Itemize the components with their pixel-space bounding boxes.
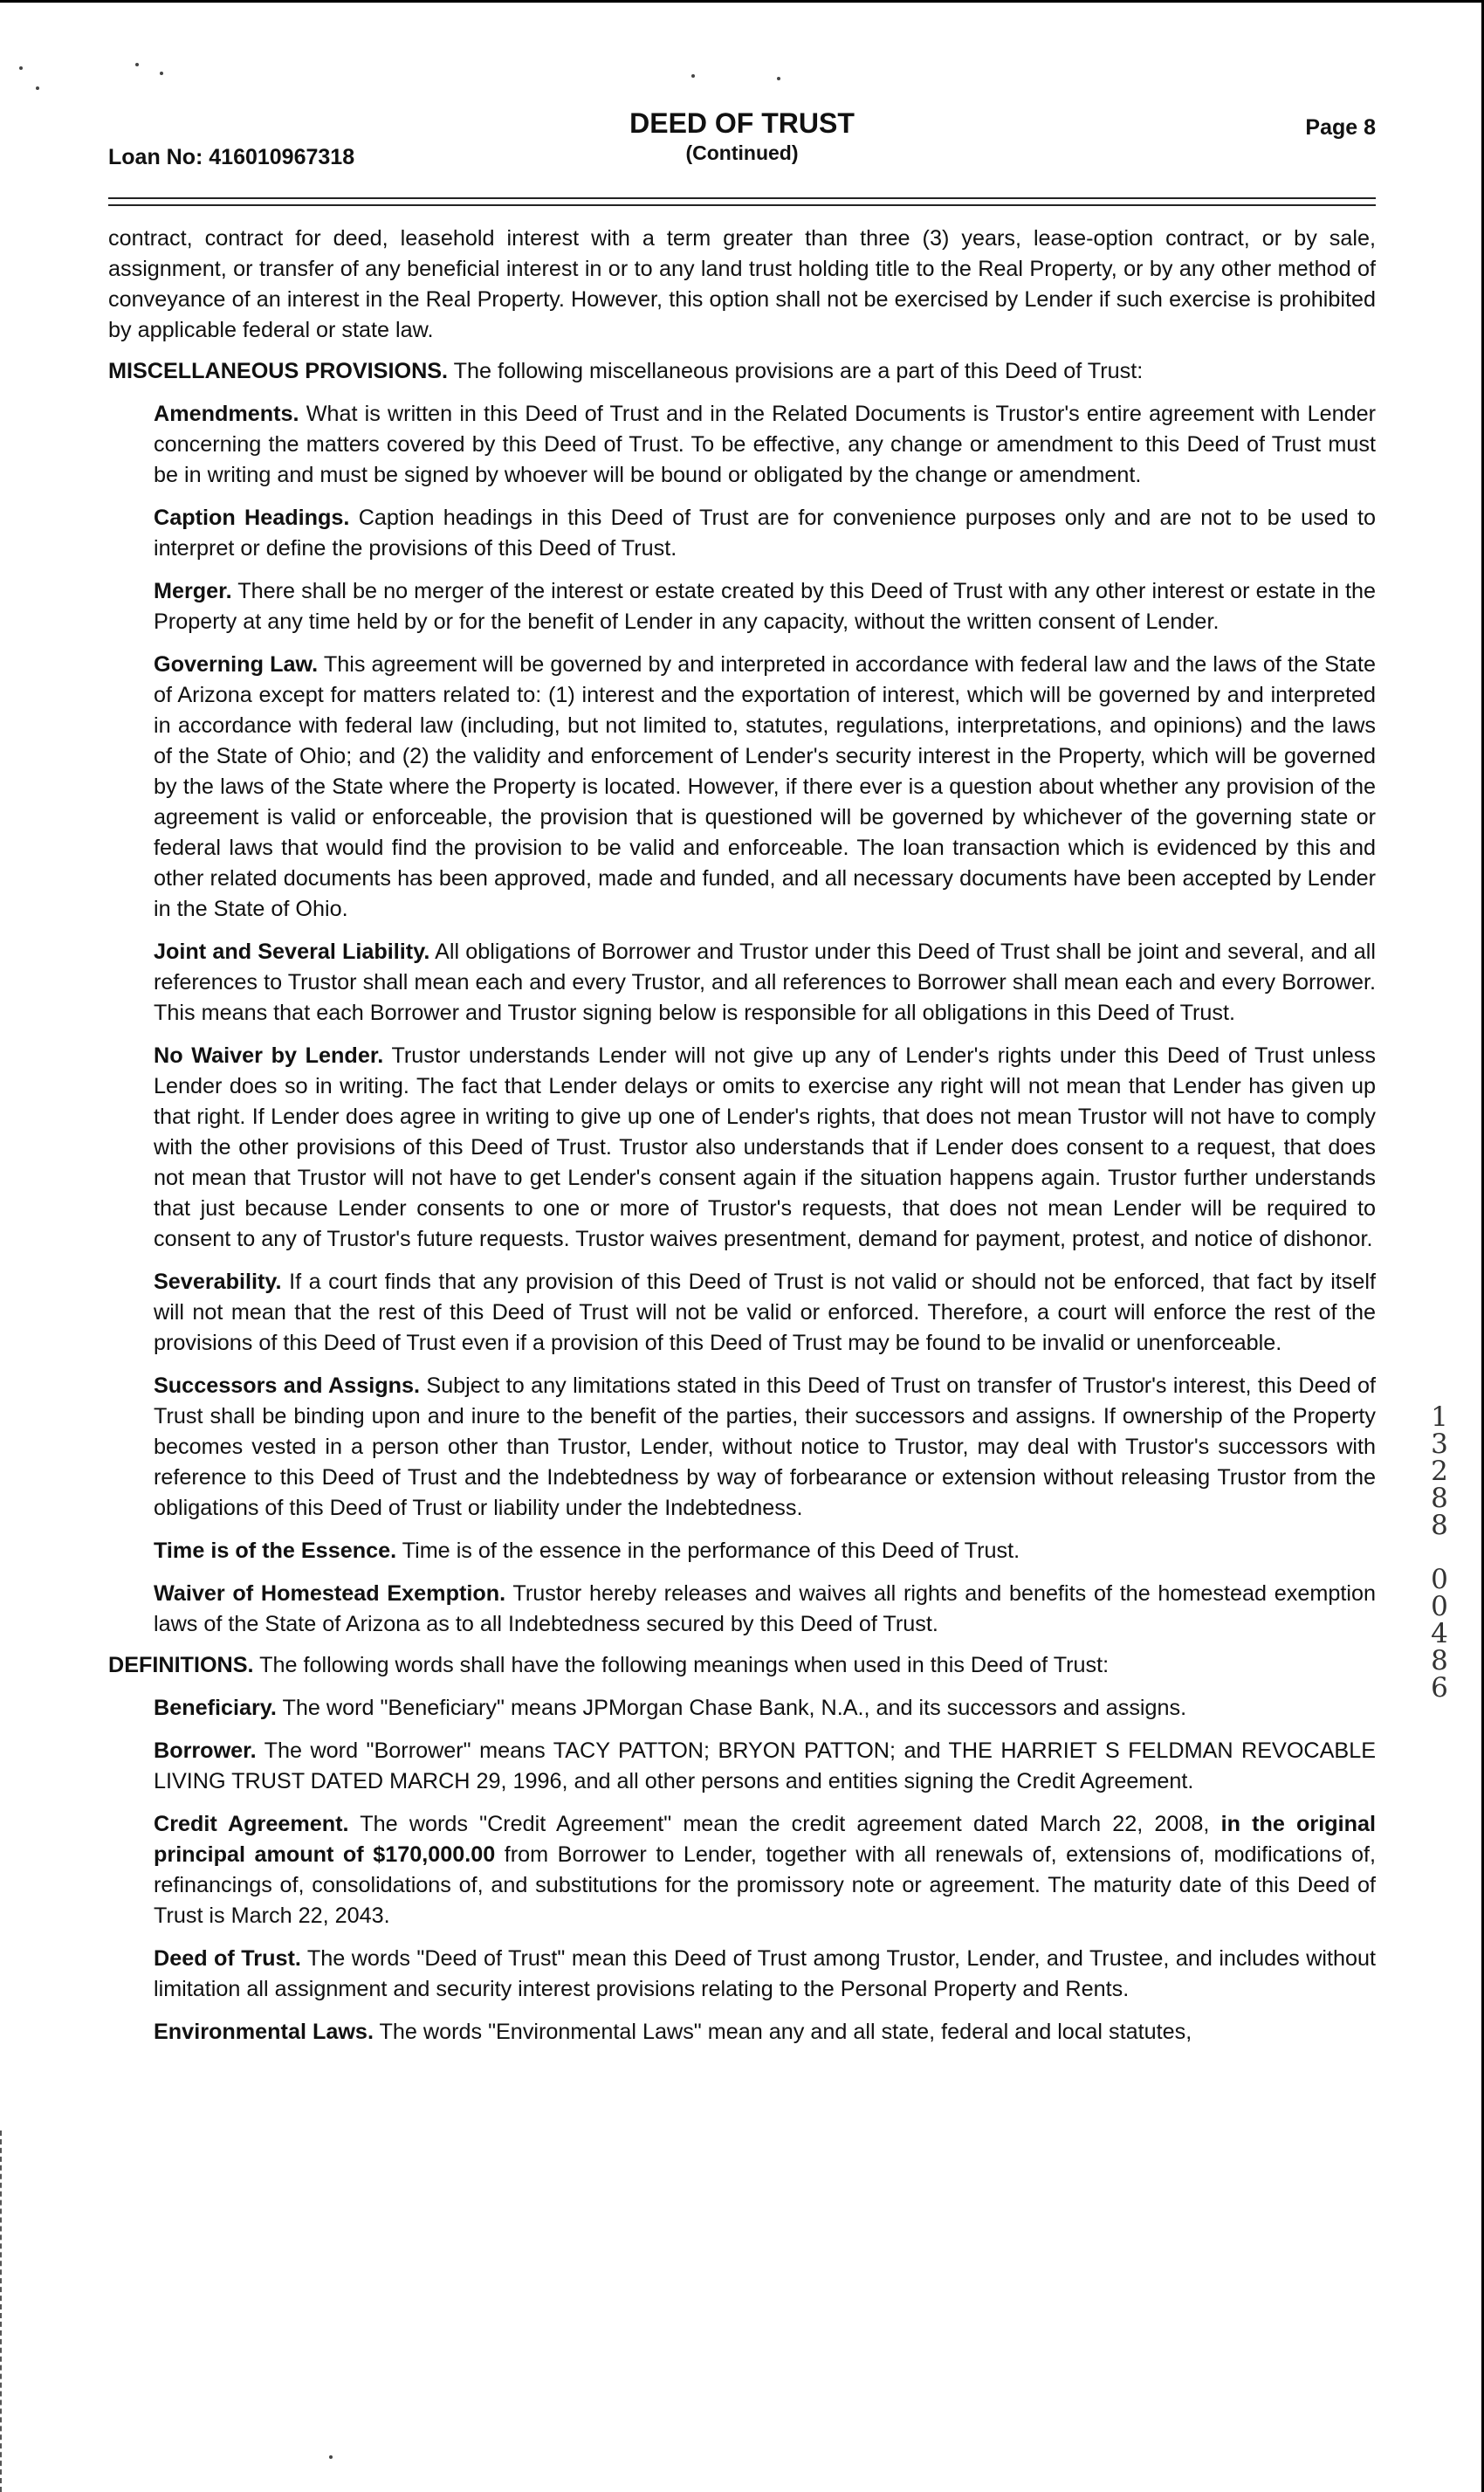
- scan-speck: [19, 66, 23, 70]
- stamp-digit: 0: [1431, 1591, 1448, 1622]
- provision-text: Subject to any limitations stated in this Deed of Trust on transfer of Trustor's interest, this Deed of Trust shall be binding upon and inure to the benefit of the parties, their successors and assigns. If ownership of the Property becomes vested in a person other than Trustor, Lender, without notice to Trustor, may deal with Trustor's successors with reference to this Deed of Trust and the Indebtedness by way of forbearance or extension without releasing Trustor from the obligations of this Deed of Trust or liability under the Indebtedness.: [154, 1373, 1377, 1520]
- provision-text: There shall be no merger of the interest or estate created by this Deed of Trust with any other interest or estate in the Property at any time held by or for the benefit of Lender in any capacity, without the written consent of Lender.: [154, 579, 1376, 634]
- page-header: [108, 107, 1376, 176]
- section-heading: MISCELLANEOUS PROVISIONS.: [108, 359, 449, 383]
- stamp-digit: 8: [1431, 1645, 1448, 1676]
- provision-successors-assigns: [154, 1371, 1376, 1524]
- scan-left-edge-marks: [0, 2131, 3, 2492]
- stamp-digit: 1: [1431, 1401, 1448, 1433]
- provision-title: Governing Law.: [154, 652, 319, 677]
- stamp-gap: [1425, 1539, 1454, 1566]
- stamp-digit: 8: [1431, 1483, 1448, 1514]
- document-title: DEED OF TRUST: [629, 107, 855, 139]
- provision-text: Trustor hereby releases and waives all rights and benefits of the homestead exemption laws of the State of Arizona as to all Indebtedness secured by this Deed of Trust.: [154, 1581, 1376, 1636]
- section-heading: DEFINITIONS.: [108, 1653, 254, 1677]
- intro-paragraph: contract, contract for deed, leasehold interest with a term greater than three (3) years, lease-option contract, or by sale, assignment, or transfer of any beneficial interest in or to any land trust holding title to the Real Property, or by any other method of conveyance of an interest in the Real Property. However, this option shall not be exercised by Lender if such exercise is prohibited by applicable federal or state law.: [108, 226, 1376, 342]
- definition-deed-of-trust: [154, 1944, 1376, 2005]
- scan-speck: [691, 74, 695, 78]
- definition-text: The word "Beneficiary" means JPMorgan Chase Bank, N.A., and its successors and assigns.: [282, 1696, 1187, 1720]
- scan-speck: [135, 63, 139, 66]
- recording-stamp: [1425, 1401, 1454, 1704]
- definition-text: The words "Deed of Trust" mean this Deed of Trust among Trustor, Lender, and Trustee, and includes without limitation all assignment and security interest provisions relating to the Personal Property and Rents.: [154, 1946, 1377, 2001]
- document-body: [108, 224, 1376, 2048]
- definition-term: Borrower.: [154, 1738, 257, 1763]
- provision-text: All obligations of Borrower and Trustor under this Deed of Trust shall be joint and several, and all references to Trustor shall mean each and every Trustor, and all references to Borrower shall mean each and every Borrower. This means that each Borrower and Trustor signing below is responsible for all obligations in this Deed of Trust.: [154, 940, 1376, 1025]
- provision-text: Caption headings in this Deed of Trust are for convenience purposes only and are not to be used to interpret or define the provisions of this Deed of Trust.: [154, 506, 1376, 561]
- scan-top-edge: [0, 0, 1484, 3]
- scan-speck: [329, 2455, 333, 2459]
- provision-title: Caption Headings.: [154, 506, 350, 530]
- provision-title: Time is of the Essence.: [154, 1539, 397, 1563]
- definition-credit-agreement: [154, 1809, 1376, 1931]
- scan-speck: [160, 72, 163, 75]
- stamp-digit: 4: [1431, 1618, 1448, 1649]
- section-intro: The following words shall have the following meanings when used in this Deed of Trust:: [259, 1653, 1110, 1677]
- stamp-digit: 2: [1431, 1456, 1448, 1487]
- definition-beneficiary: [154, 1693, 1376, 1724]
- stamp-digit: 8: [1431, 1510, 1448, 1541]
- definition-text: The words "Credit Agreement" mean the credit agreement dated March 22, 2008,: [360, 1812, 1210, 1836]
- provision-text: What is written in this Deed of Trust and in the Related Documents is Trustor's entire agreement with Lender concerning the matters covered by this Deed of Trust. To be effective, any change or amendment to this Deed of Trust must be in writing and must be signed by whoever will be bound or obligated by the change or amendment.: [154, 402, 1376, 487]
- loan-number: Loan No: 416010967318: [108, 145, 355, 169]
- provision-no-waiver: [154, 1041, 1376, 1255]
- provision-caption-headings: [154, 503, 1376, 564]
- header-divider-bottom: [108, 204, 1376, 206]
- page-number: Page 8: [1305, 115, 1376, 140]
- provision-amendments: [154, 399, 1376, 491]
- definition-term: Credit Agreement.: [154, 1812, 349, 1836]
- section-definitions: [108, 1650, 1376, 1681]
- definition-borrower: [154, 1736, 1376, 1797]
- definition-text-continued: from Borrower to Lender, together with all renewals of, extensions of, modifications of, refinancings of, consolidations of, and substitutions for the promissory note or agreement. The maturity date of this Deed of Trust is March 22, 2043.: [154, 1842, 1376, 1928]
- provision-title: No Waiver by Lender.: [154, 1043, 384, 1068]
- definition-environmental-laws: [154, 2017, 1376, 2048]
- document-subtitle: (Continued): [685, 141, 799, 164]
- section-intro: The following miscellaneous provisions are a part of this Deed of Trust:: [453, 359, 1144, 383]
- provision-text: Time is of the essence in the performance of this Deed of Trust.: [402, 1539, 1020, 1563]
- provision-title: Amendments.: [154, 402, 299, 426]
- stamp-digit: 0: [1431, 1564, 1448, 1595]
- provision-title: Merger.: [154, 579, 232, 603]
- scan-speck: [36, 86, 39, 90]
- provision-joint-several-liability: [154, 937, 1376, 1029]
- header-divider-top: [108, 197, 1376, 199]
- stamp-digit: 6: [1431, 1672, 1448, 1704]
- principal-amount-text: in the original principal amount of $170,000.00: [154, 1812, 1377, 1867]
- provision-homestead-waiver: [154, 1579, 1376, 1640]
- provision-text: Trustor understands Lender will not give up any of Lender's rights under this Deed of Trust unless Lender does so in writing. The fact that Lender delays or omits to exercise any right will not mean that Lender has given up that right. If Lender does agree in writing to give up one of Lender's rights, that does not mean Trustor will not have to comply with the other provisions of this Deed of Trust. Trustor also understands that if Lender does consent to a request, that does not mean that Trustor will not have to get Lender's consent again if the situation happens again. Trustor further understands that just because Lender consents to one or more of Trustor's requests, that does not mean Lender will be required to consent to any of Trustor's future requests. Trustor waives presentment, demand for payment, protest, and notice of dishonor.: [154, 1043, 1376, 1251]
- provision-severability: [154, 1267, 1376, 1359]
- provision-text: If a court finds that any provision of this Deed of Trust is not valid or should not be enforced, that fact by itself will not mean that the rest of this Deed of Trust will not be valid or enforced. Therefore, a court will enforce the rest of the provisions of this Deed of Trust even if a provision of this Deed of Trust may be found to be invalid or unenforceable.: [154, 1270, 1376, 1355]
- definition-term: Beneficiary.: [154, 1696, 277, 1720]
- definition-text: The word "Borrower" means TACY PATTON; BRYON PATTON; and THE HARRIET S FELDMAN REVOCABLE LIVING TRUST DATED MARCH 29, 1996, and all other persons and entities signing the Credit Agreement.: [154, 1738, 1377, 1793]
- stamp-digit: 3: [1431, 1428, 1448, 1460]
- section-miscellaneous: [108, 356, 1376, 387]
- title-block: [108, 107, 1376, 166]
- provision-title: Successors and Assigns.: [154, 1373, 420, 1398]
- definition-term: Environmental Laws.: [154, 2020, 374, 2044]
- provision-governing-law: [154, 650, 1376, 925]
- provision-title: Waiver of Homestead Exemption.: [154, 1581, 506, 1606]
- definition-text: The words "Environmental Laws" mean any and all state, federal and local statutes,: [379, 2020, 1192, 2044]
- provision-merger: [154, 576, 1376, 637]
- provision-text: This agreement will be governed by and interpreted in accordance with federal law and the laws of the State of Arizona except for matters related to: (1) interest and the exportation of interest, which will be governed by and interpreted in accordance with federal law (including, but not limited to, statutes, regulations, interpretations, and opinions) and the laws of the State of Ohio; and (2) the validity and enforcement of Lender's security interest in the Property, which will be governed by the laws of the State where the Property is located. However, if there ever is a question about whether any provision of the agreement is valid or enforceable, the provision that is questioned will be governed by whichever of the governing state or federal laws that would find the provision to be valid and enforceable. The loan transaction which is evidenced by this and other related documents has been approved, made and funded, and all necessary documents have been accepted by Lender in the State of Ohio.: [154, 652, 1377, 921]
- provision-time-of-essence: [154, 1536, 1376, 1566]
- scan-speck: [777, 77, 780, 80]
- provision-title: Severability.: [154, 1270, 282, 1294]
- definition-term: Deed of Trust.: [154, 1946, 301, 1971]
- provision-title: Joint and Several Liability.: [154, 940, 430, 964]
